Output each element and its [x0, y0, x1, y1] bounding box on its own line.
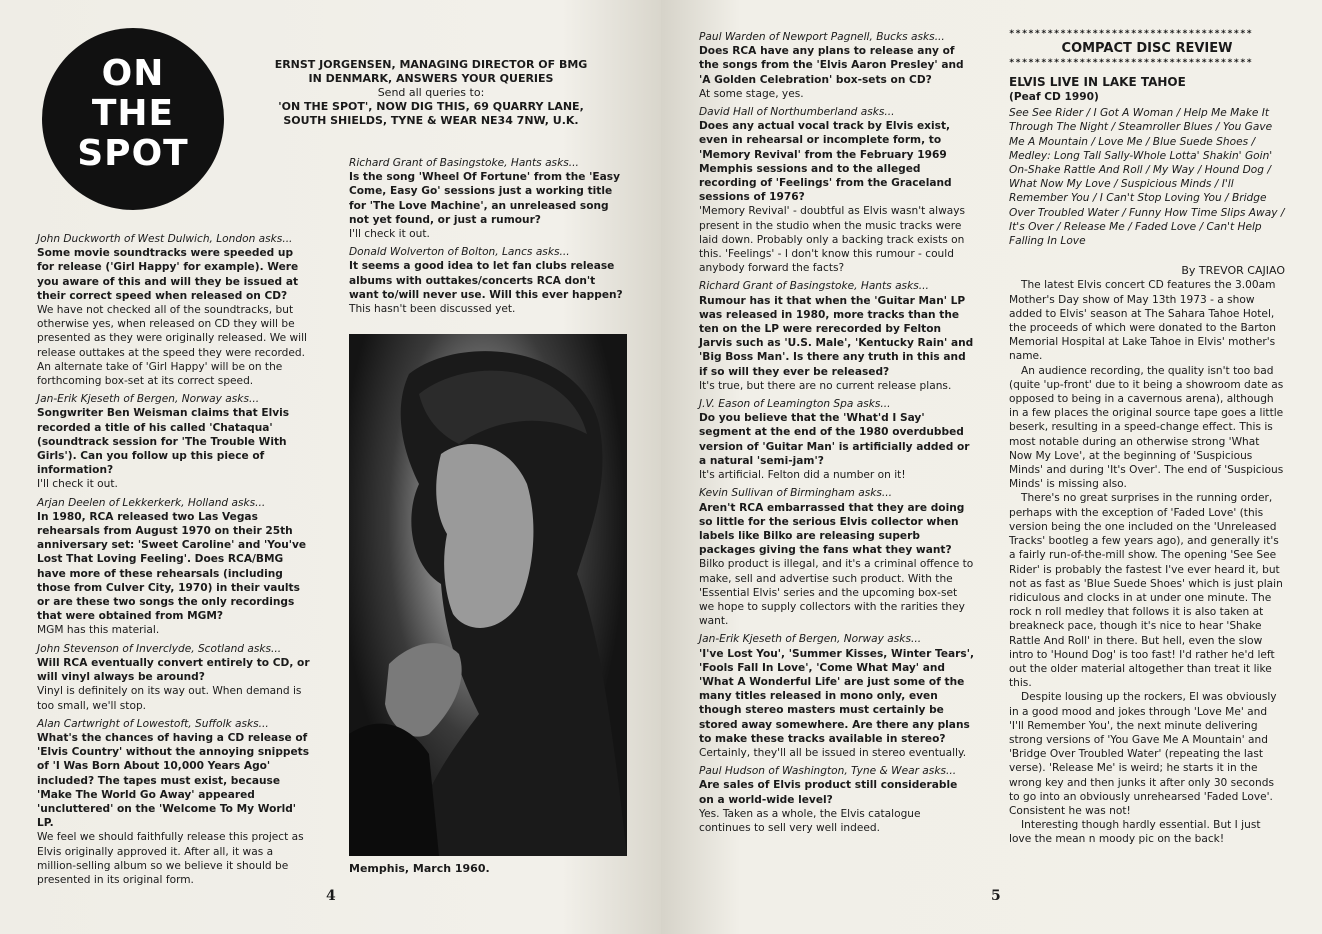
answer: Certainly, they'll all be issued in stereo eventually.	[699, 746, 967, 759]
qa-item	[699, 764, 975, 835]
column-header	[246, 58, 616, 128]
qa-item	[37, 232, 313, 388]
question: In 1980, RCA released two Las Vegas rehearsals from August 1970 on their 25th anniversary set: 'Sweet Caroline' and 'You've Lost That Loving Feeling'. Does RCA/BMG have more of these rehearsals (including those from Culver City, 1970) in their vaults or are these two songs the only recordings that were obtained from MGM?	[37, 510, 307, 623]
question: Do you believe that the 'What'd I Say' segment at the end of the 1980 overdubbed version of 'Guitar Man' is artificially added or a natural 'semi-jam'?	[699, 412, 970, 467]
review-paragraph: Despite lousing up the rockers, El was obviously in a good mood and jokes through 'Love Me' and 'I'll Remember You', the next minute delivering strong versions of 'You Gave Me A Mountain' and 'Bridge Over Troubled Water' (repeating the last verse). 'Release Me' is weird; he starts it in the wrong key and then junks it after only 30 seconds to go into an obviously unrehearsed 'Faded Love'. Consistent he was not!	[1009, 691, 1277, 817]
right-column-1	[699, 30, 975, 839]
answer: We have not checked all of the soundtracks, but otherwise yes, when released on CD they will be presented as they were originally released. We will release outtakes at the speed they were recorded. An alternate take of 'Girl Happy' will be on the forthcoming box-set at its correct speed.	[37, 304, 307, 388]
question: What's the chances of having a CD release of 'Elvis Country' without the annoying snippets of 'I Was Born About 10,000 Years Ago' included? The tapes must exist, because 'Make The World Go Away' appeared 'uncluttered' on the 'Welcome To My World' LP.	[37, 731, 310, 830]
qa-item	[699, 486, 975, 628]
left-column-2	[349, 156, 627, 320]
answer: It's artificial. Felton did a number on it!	[699, 469, 906, 482]
asker: Jan-Erik Kjeseth of Bergen, Norway asks...	[37, 393, 260, 406]
asker: Jan-Erik Kjeseth of Bergen, Norway asks...	[699, 633, 922, 646]
logo-line: SPOT	[77, 133, 189, 174]
question: It seems a good idea to let fan clubs release albums with outtakes/concerts RCA don't want to/will never use. Will this ever happen?	[349, 260, 623, 301]
answer: At some stage, yes.	[699, 87, 804, 100]
review-paragraph: Interesting though hardly essential. But I just love the mean n moody pic on the back!	[1009, 819, 1261, 846]
portrait-silhouette	[349, 334, 627, 856]
album-title: ELVIS LIVE IN LAKE TAHOE	[1009, 75, 1186, 89]
right-page	[661, 0, 1322, 934]
asker: Richard Grant of Basingstoke, Hants asks...	[699, 280, 929, 293]
asker: Paul Warden of Newport Pagnell, Bucks asks...	[699, 31, 945, 43]
asker: Richard Grant of Basingstoke, Hants asks...	[349, 157, 579, 169]
review-byline: By TREVOR CAJIAO	[1181, 264, 1285, 278]
qa-item	[699, 279, 975, 393]
page-number: 4	[326, 888, 336, 904]
review-paragraph: There's no great surprises in the running order, perhaps with the exception of 'Faded Love' (this version being the one included on the 'Unreleased Tracks' bootleg a few years ago), and generally it's a fairly run-of-the-mill show. The opening 'See See Rider' is probably the fastest I've ever heard it, but not as fast as 'Blue Suede Shoes' which is just plain ridiculous and clocks in at under one minute. The rock n roll medley that follows it is also taken at breakneck pace, though it's nice to hear 'Shake Rattle And Roll' in there. But hell, even the slow intro to 'Hound Dog' is too fast! I'd rather he'd left out the older material altogether than treat it like this.	[1009, 492, 1283, 690]
star-rule-bottom: **************************************	[1009, 58, 1253, 68]
qa-item	[37, 717, 313, 887]
qa-item	[37, 642, 313, 713]
qa-item	[699, 30, 975, 101]
answer: 'Memory Revival' - doubtful as Elvis wasn't always present in the studio when the music tracks were laid down. Probably only a backing track exists on this. 'Feelings' - I don't know this rumour - could anybody forward the facts?	[699, 205, 966, 275]
review-section-title: COMPACT DISC REVIEW	[1061, 41, 1233, 56]
photo-caption: Memphis, March 1960.	[349, 862, 490, 875]
page-number: 5	[991, 888, 1001, 904]
logo-line: THE	[91, 93, 175, 134]
header-line: Send all queries to:	[377, 86, 485, 99]
qa-item	[37, 496, 313, 638]
header-line: ERNST JORGENSEN, MANAGING DIRECTOR OF BMG	[274, 58, 588, 71]
asker: Paul Hudson of Washington, Tyne & Wear asks...	[699, 765, 957, 778]
answer: MGM has this material.	[37, 624, 160, 637]
elvis-portrait-photo	[349, 334, 627, 856]
header-address: SOUTH SHIELDS, TYNE & WEAR NE34 7NW, U.K.	[283, 114, 579, 127]
qa-item	[349, 156, 627, 241]
qa-item	[699, 105, 975, 275]
question: Aren't RCA embarrassed that they are doing so little for the serious Elvis collector when labels like Bilko are releasing superb packages giving the fans what they want?	[699, 501, 965, 557]
left-column-1	[37, 232, 313, 891]
logo-line: ON	[101, 53, 165, 94]
asker: J.V. Eason of Leamington Spa asks...	[699, 398, 891, 411]
question: Rumour has it that when the 'Guitar Man' LP was released in 1980, more tracks than the ten on the LP were rerecorded by Felton Jarvis such as 'U.S. Male', 'Kentucky Rain' and 'Big Boss Man'. Is there any truth in this and if so will they ever be released?	[699, 294, 974, 378]
answer: Bilko product is illegal, and it's a criminal offence to make, sell and advertise such product. With the 'Essential Elvis' series and the upcoming box-set we hope to supply collectors with the rarities they want.	[699, 558, 974, 628]
on-the-spot-logo	[42, 28, 224, 210]
asker: John Duckworth of West Dulwich, London asks...	[37, 233, 293, 245]
qa-item	[699, 632, 975, 760]
question: Does any actual vocal track by Elvis exist, even in rehearsal or incomplete form, to 'Memory Revival' from the February 1969 Memphis sessions and to the alleged recording of 'Feelings' from the Graceland sessions of 1976?	[699, 120, 952, 204]
header-address: 'ON THE SPOT', NOW DIG THIS, 69 QUARRY LANE,	[278, 100, 584, 113]
asker: Kevin Sullivan of Birmingham asks...	[699, 487, 892, 500]
cd-review	[1009, 28, 1285, 847]
answer: Yes. Taken as a whole, the Elvis catalogue continues to sell very well indeed.	[699, 807, 921, 834]
answer: This hasn't been discussed yet.	[349, 303, 516, 316]
question: 'I've Lost You', 'Summer Kisses, Winter Tears', 'Fools Fall In Love', 'Come What May' and 'What A Wonderful Life' are just some of the many titles released in mono only, even though stereo masters must certainly be stored away somewhere. Are there any plans to make these tracks available in stereo?	[699, 647, 974, 745]
qa-item	[349, 245, 627, 316]
qa-item	[37, 392, 313, 491]
question: Is the song 'Wheel Of Fortune' from the 'Easy Come, Easy Go' sessions just a working title for 'The Love Machine', an unreleased song not yet found, or just a rumour?	[349, 171, 621, 226]
asker: Donald Wolverton of Bolton, Lancs asks...	[349, 246, 570, 259]
review-paragraph: The latest Elvis concert CD features the 3.00am Mother's Day show of May 13th 1973 - a show added to Elvis' season at The Sahara Tahoe Hotel, the proceeds of which were donated to the Barton Memorial Hospital at Lake Tahoe in Elvis' mother's name.	[1009, 279, 1276, 363]
header-line: IN DENMARK, ANSWERS YOUR QUERIES	[308, 72, 554, 85]
answer: I'll check it out.	[37, 478, 118, 491]
question: Some movie soundtracks were speeded up for release ('Girl Happy' for example). Were you aware of this and will they be issued at their correct speed when released on CD?	[37, 247, 299, 302]
answer: I'll check it out.	[349, 228, 430, 241]
question: Are sales of Elvis product still considerable on a world-wide level?	[699, 779, 958, 806]
question: Songwriter Ben Weisman claims that Elvis recorded a title of his called 'Chataqua' (soundtrack session for 'The Trouble With Girls'). Can you follow up this piece of information?	[37, 407, 290, 477]
asker: Alan Cartwright of Lowestoft, Suffolk asks...	[37, 717, 269, 730]
track-list: See See Rider / I Got A Woman / Help Me Make It Through The Night / Steamroller Blues / You Gave Me A Mountain / Love Me / Blue Suede Shoes / Medley: Long Tall Sally-Whole Lotta' Shakin' Goin' On-Shake Rattle And Roll / My Way / Hound Dog / What Now My Love / Suspicious Minds / I'll Remember You / I Can't Stop Loving You / Bridge Over Troubled Water / Funny How Time Slips Away / It's Over / Release Me / Faded Love / Can't Help Falling In Love	[1009, 107, 1285, 248]
catalog-number: (Peaf CD 1990)	[1009, 91, 1099, 103]
asker: John Stevenson of Inverclyde, Scotland asks...	[37, 642, 282, 655]
review-paragraph: An audience recording, the quality isn't too bad (quite 'up-front' due to it being a showroom date as opposed to being in a cavernous arena), although in a few places the original source tape goes a little beserk, resulting in a speed-change effect. This is most notable during an otherwise strong 'What Now My Love', at the beginning of 'Suspicious Minds' and during 'It's Over'. The end of 'Suspicious Minds' is missing also.	[1009, 364, 1284, 491]
question: Does RCA have any plans to release any of the songs from the 'Elvis Aaron Presley' and 'A Golden Celebration' box-sets on CD?	[699, 45, 964, 86]
star-rule-top: **************************************	[1009, 29, 1253, 39]
answer: Vinyl is definitely on its way out. When demand is too small, we'll stop.	[37, 685, 302, 712]
asker: David Hall of Northumberland asks...	[699, 106, 895, 119]
asker: Arjan Deelen of Lekkerkerk, Holland asks...	[37, 496, 266, 509]
answer: We feel we should faithfully release this project as Elvis originally approved it. After all, it was a million-selling album so we believe it should be presented in its original form.	[37, 831, 304, 886]
question: Will RCA eventually convert entirely to CD, or will vinyl always be around?	[37, 656, 310, 684]
qa-item	[699, 397, 975, 482]
answer: It's true, but there are no current release plans.	[699, 379, 952, 392]
